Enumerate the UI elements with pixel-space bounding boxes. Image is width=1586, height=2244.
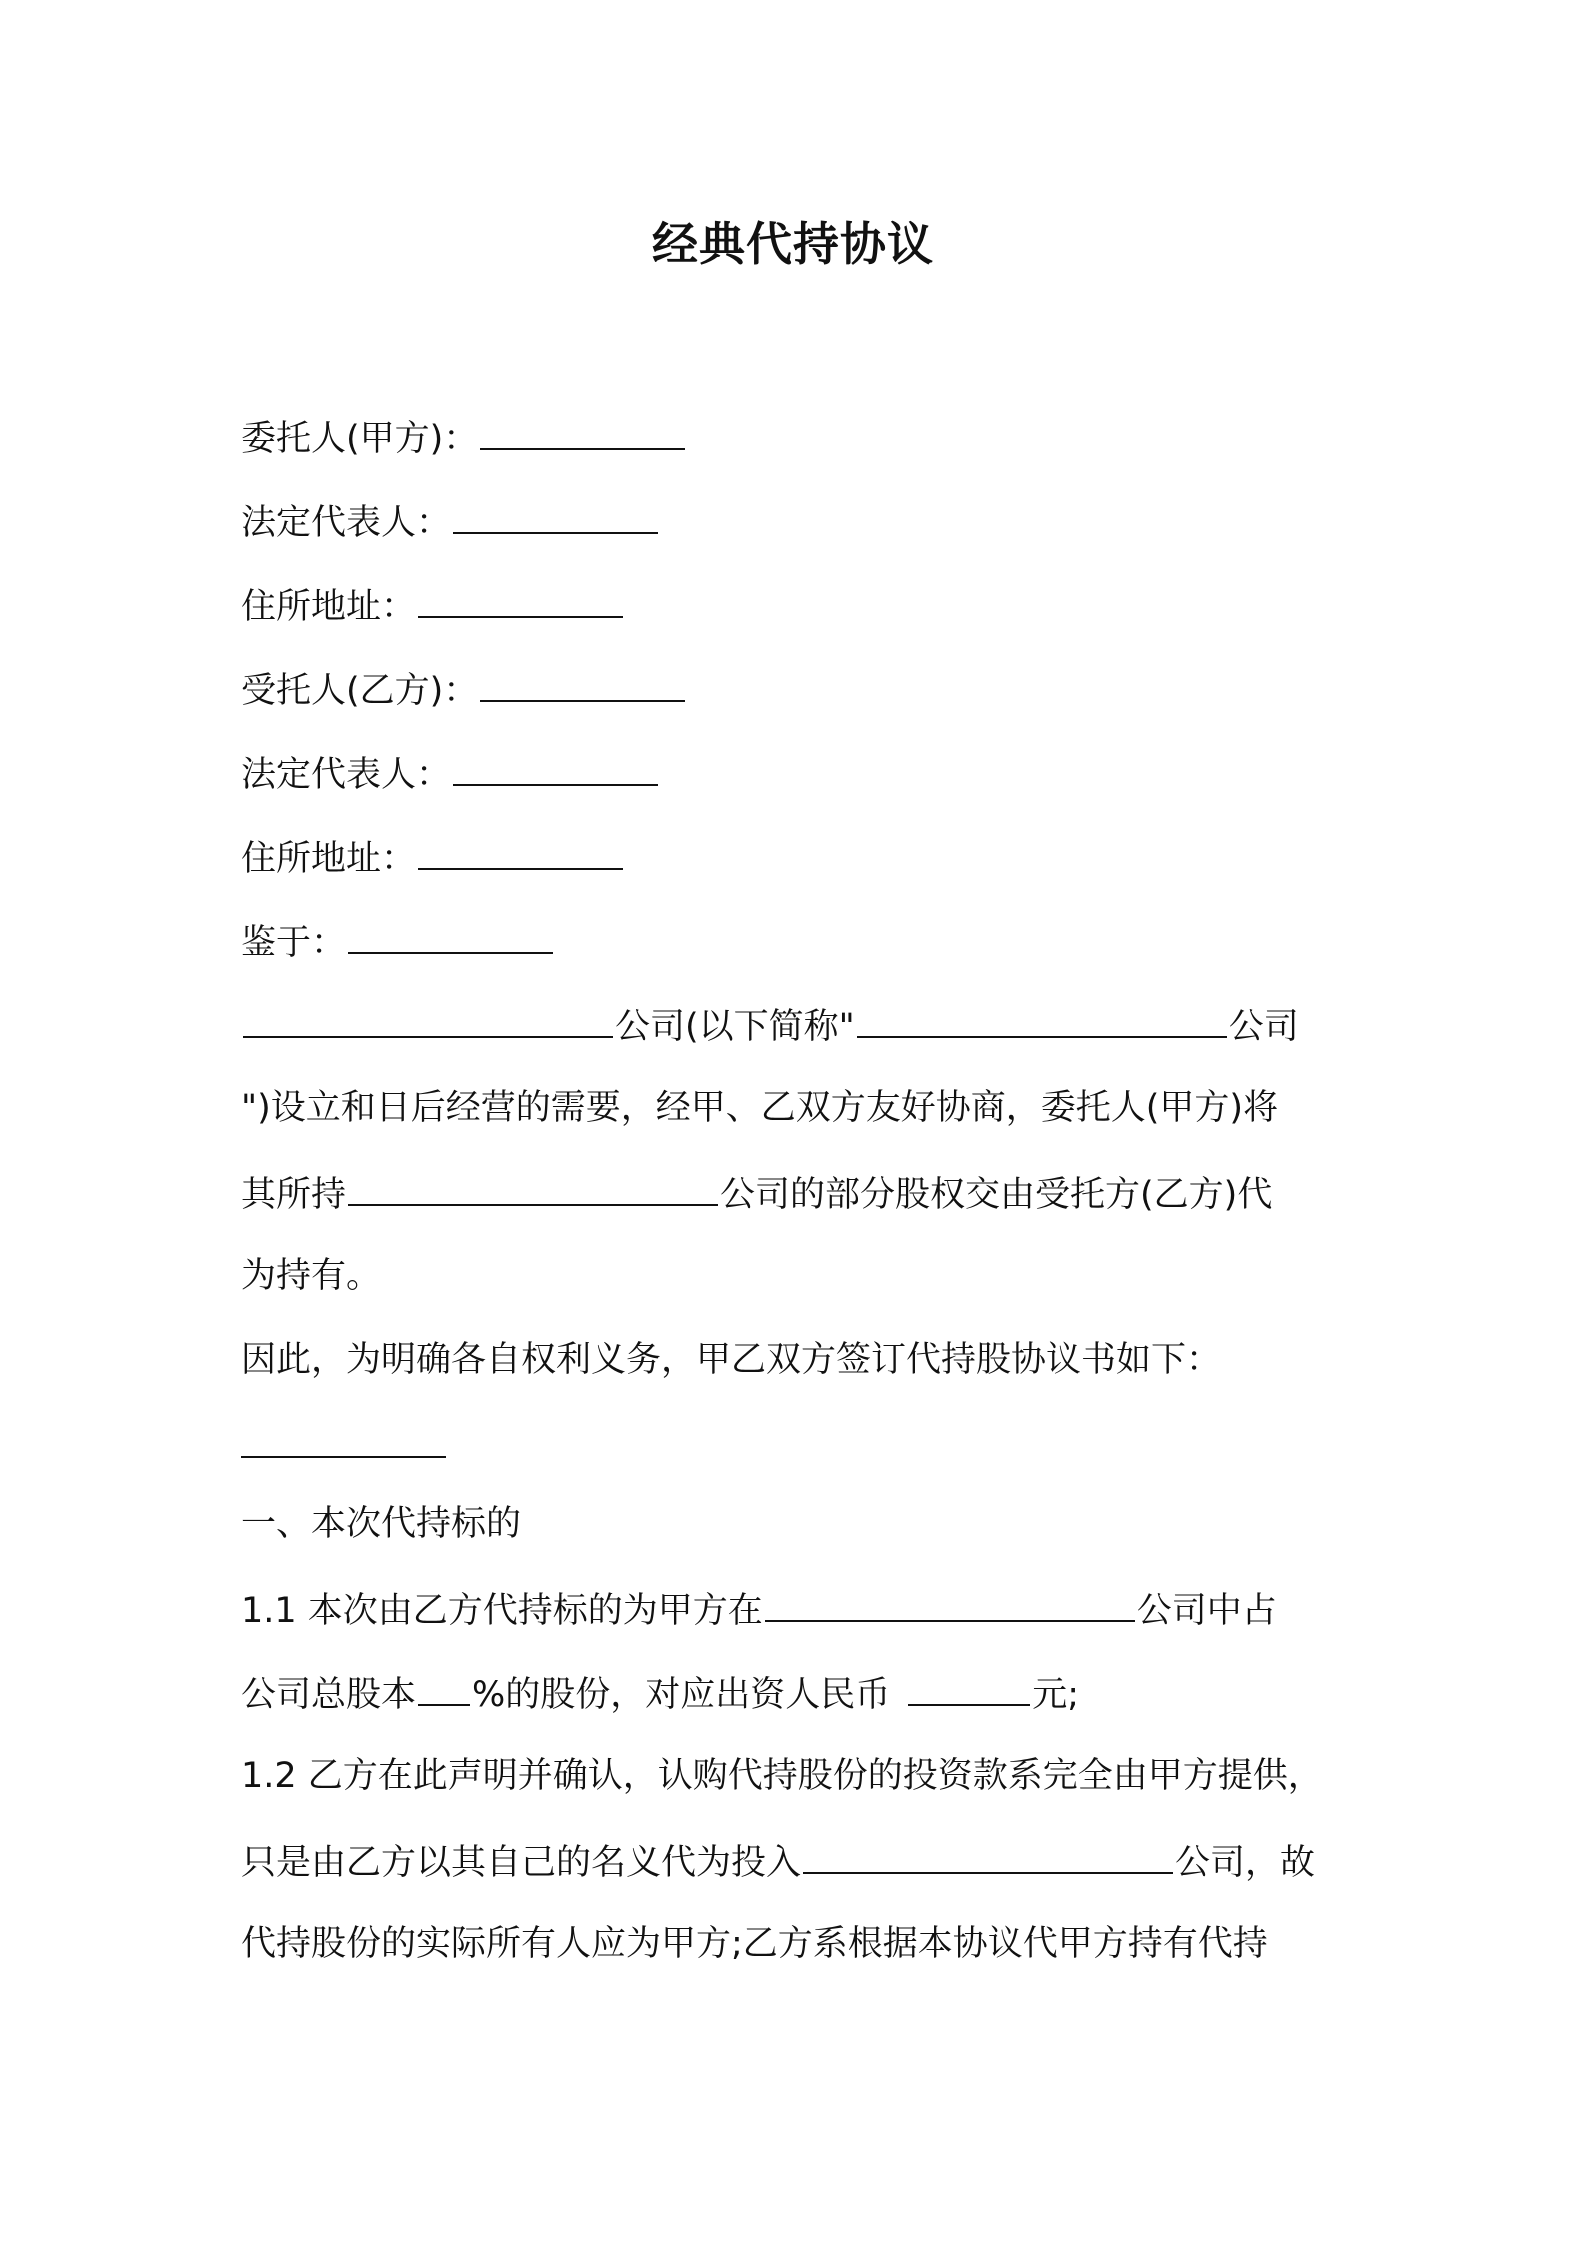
clause-1-2-text-a: 1.2 乙方在此声明并确认，认购代持股份的投资款系完全由甲方提供， <box>241 1756 1323 1796</box>
principal-addr-label: 住所地址： <box>241 587 417 627</box>
recital-text-1b: 公司 <box>1228 1007 1299 1047</box>
amount-blank[interactable] <box>908 1668 1030 1706</box>
recital-text-1a: 公司(以下简称" <box>615 1007 855 1047</box>
whereas-line <box>241 916 1351 967</box>
agent-rep-line <box>241 748 1351 799</box>
recital-line-4 <box>241 1252 1351 1300</box>
principal-rep-line <box>241 496 1351 547</box>
principal-blank[interactable] <box>480 412 685 450</box>
recital-text-2: ")设立和日后经营的需要，经甲、乙双方友好协商，委托人(甲方)将 <box>241 1088 1279 1128</box>
therefore-line <box>241 1336 1351 1384</box>
clause-1-2-line-1 <box>241 1752 1351 1800</box>
clause-1-1-text-e: 元; <box>1032 1675 1080 1715</box>
agent-blank[interactable] <box>480 664 685 702</box>
principal-rep-label: 法定代表人： <box>241 503 452 543</box>
clause-1-1-text-d: %的股份，对应出资人民币 <box>472 1675 891 1715</box>
clause-1-1-text-b: 公司中占 <box>1136 1591 1277 1631</box>
agent-addr-label: 住所地址： <box>241 839 417 879</box>
therefore-text: 因此，为明确各自权利义务，甲乙双方签订代持股协议书如下： <box>241 1340 1222 1380</box>
section-1-heading: 一、本次代持标的 <box>241 1504 522 1544</box>
clause-1-2-text-c: 公司，故 <box>1175 1843 1316 1883</box>
clause-1-2-text-b: 只是由乙方以其自己的名义代为投入 <box>241 1843 802 1883</box>
recital-text-3a: 其所持 <box>241 1175 347 1215</box>
principal-rep-blank[interactable] <box>453 496 658 534</box>
document-title: 经典代持协议 <box>652 217 934 271</box>
principal-label: 委托人(甲方)： <box>241 419 479 459</box>
percent-blank[interactable] <box>418 1668 470 1706</box>
agent-rep-label: 法定代表人： <box>241 755 452 795</box>
recital-line-1 <box>241 1000 1351 1051</box>
clause-1-1-line-1 <box>241 1584 1351 1635</box>
therefore-blank-line <box>241 1420 1351 1471</box>
principal-addr-blank[interactable] <box>418 580 623 618</box>
agent-label: 受托人(乙方)： <box>241 671 479 711</box>
clause-1-1-line-2 <box>241 1668 1351 1719</box>
recital-text-4: 为持有。 <box>241 1256 382 1296</box>
clause-1-1-text-a: 1.1 本次由乙方代持标的为甲方在 <box>241 1591 763 1631</box>
recital-text-3b: 公司的部分股权交由受托方(乙方)代 <box>720 1175 1273 1215</box>
section-1-heading-line <box>241 1500 1351 1548</box>
clause-1-2-line-3 <box>241 1920 1351 1968</box>
therefore-blank[interactable] <box>241 1420 446 1458</box>
clause-1-2-text-d: 代持股份的实际所有人应为甲方;乙方系根据本协议代甲方持有代持 <box>241 1924 1268 1964</box>
whereas-blank[interactable] <box>348 916 553 954</box>
principal-addr-line <box>241 580 1351 631</box>
company-blank-2[interactable] <box>857 1000 1227 1038</box>
company-blank-3[interactable] <box>348 1168 718 1206</box>
whereas-label: 鉴于： <box>241 923 347 963</box>
agent-rep-blank[interactable] <box>453 748 658 786</box>
recital-line-2 <box>241 1084 1351 1132</box>
agent-addr-blank[interactable] <box>418 832 623 870</box>
principal-line <box>241 412 1351 463</box>
agent-addr-line <box>241 832 1351 883</box>
company-blank-5[interactable] <box>803 1836 1173 1874</box>
agent-line <box>241 664 1351 715</box>
company-blank-1[interactable] <box>243 1000 613 1038</box>
recital-line-3 <box>241 1168 1351 1219</box>
clause-1-1-text-c: 公司总股本 <box>241 1675 417 1715</box>
clause-1-2-line-2 <box>241 1836 1351 1887</box>
company-blank-4[interactable] <box>765 1584 1135 1622</box>
